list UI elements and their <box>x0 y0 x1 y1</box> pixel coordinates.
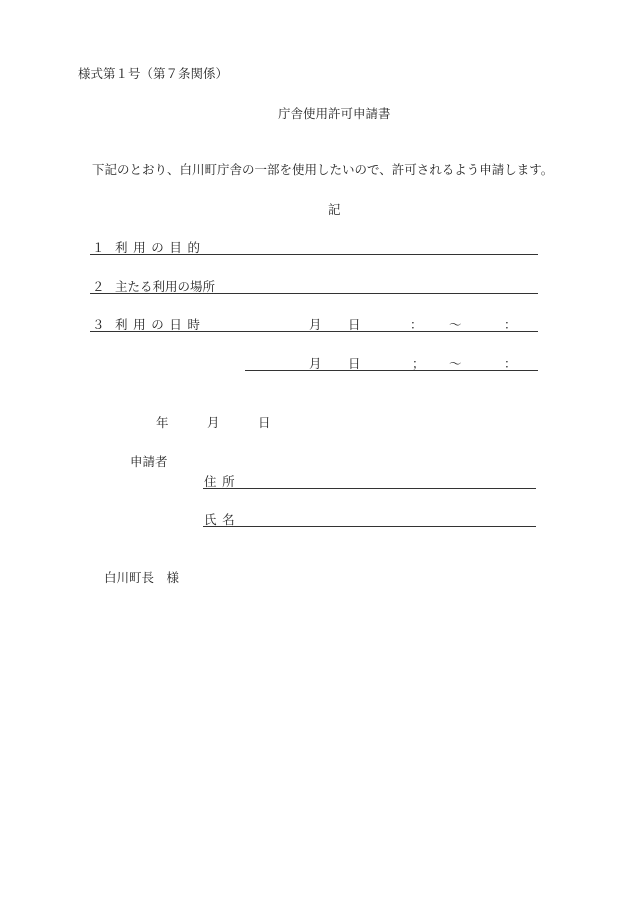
item3-label: 利用の日時 <box>115 317 206 332</box>
date-day: 日 <box>258 415 271 430</box>
item3-number: ３ <box>92 317 105 332</box>
row2-colon-end: ： <box>504 356 517 371</box>
row1-colon-start: ： <box>410 317 423 332</box>
item1-underline <box>90 254 538 255</box>
item2-label: 主たる利用の場所 <box>115 279 216 294</box>
name-underline <box>203 526 536 527</box>
date-month: 月 <box>207 415 220 430</box>
date-year: 年 <box>156 415 169 430</box>
form-number: 様式第１号（第７条関係） <box>78 66 229 81</box>
ki-heading: 記 <box>328 202 341 217</box>
item1-number: １ <box>92 240 105 255</box>
applicant-label: 申請者 <box>130 454 168 469</box>
item2-underline <box>90 293 538 294</box>
row2-day: 日 <box>348 356 361 371</box>
row2-tilde: 〜 <box>449 356 462 371</box>
row1-month: 月 <box>309 317 322 332</box>
address-label: 住所 <box>204 474 241 489</box>
name-label: 氏名 <box>204 512 241 527</box>
intro-text: 下記のとおり、白川町庁舎の一部を使用したいので、許可されるよう申請します。 <box>92 162 554 177</box>
row1-tilde: 〜 <box>449 317 462 332</box>
address-underline <box>203 488 536 489</box>
recipient: 白川町長 様 <box>104 570 180 585</box>
row2-colon-start: ； <box>412 356 425 371</box>
item2-number: ２ <box>92 279 105 294</box>
row2-underline <box>245 370 538 371</box>
item3-underline <box>90 331 538 332</box>
row2-month: 月 <box>309 356 322 371</box>
row1-colon-end: ： <box>504 317 517 332</box>
form-title: 庁舎使用許可申請書 <box>278 106 391 121</box>
item1-label: 利用の目的 <box>115 240 206 255</box>
row1-day: 日 <box>348 317 361 332</box>
